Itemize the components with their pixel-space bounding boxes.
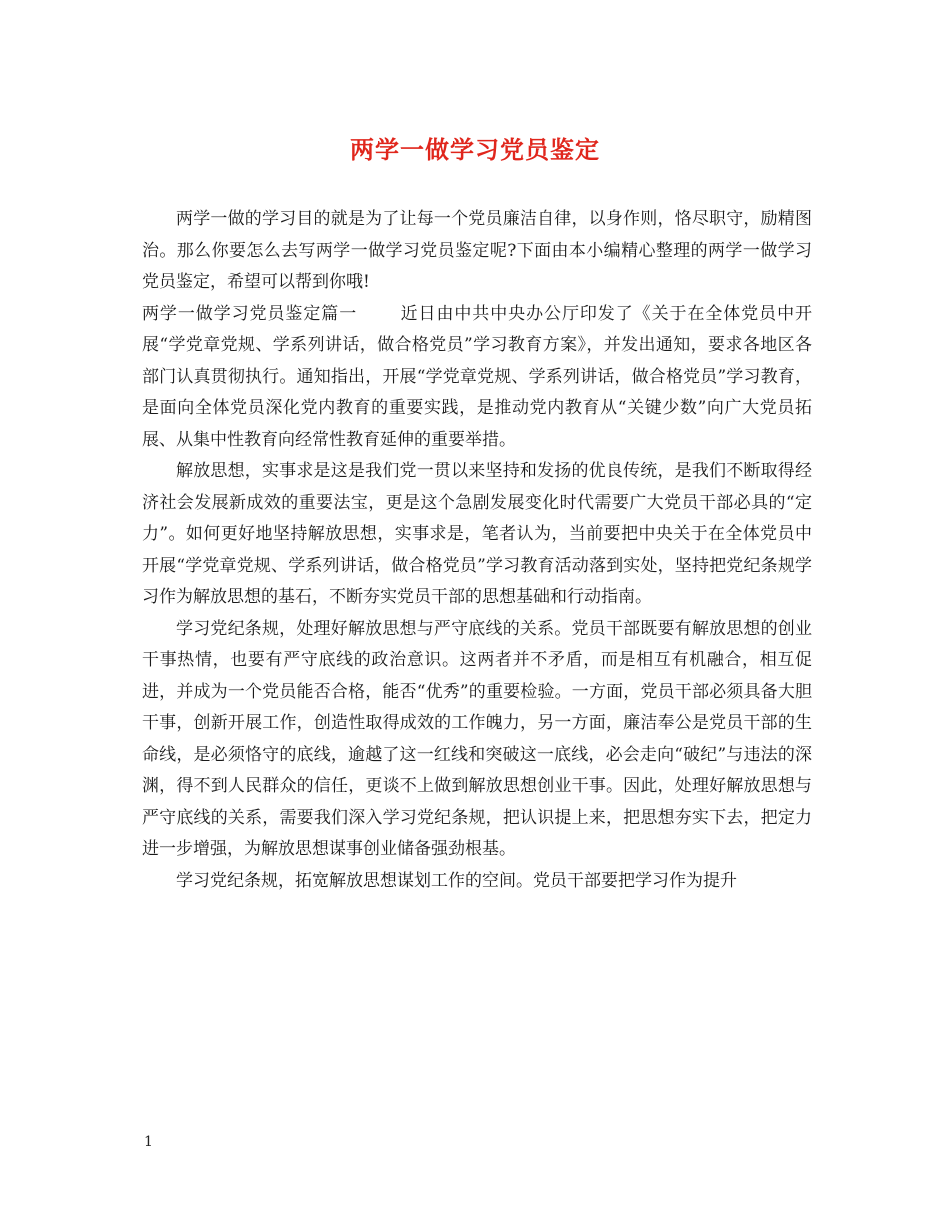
page-number: 1 (144, 1134, 153, 1150)
section-heading: 两学一做学习党员鉴定篇一 (142, 303, 358, 324)
document-body (142, 204, 812, 897)
body-paragraph-2: 解放思想，实事求是这是我们党一贯以来坚持和发扬的优良传统，是我们不断取得经济社会发展新成效的重要法宝，更是这个急剧发展变化时代需要广大党员干部必具的“定力”。如何更好地坚持解放思想，实事求是，笔者认为，当前要把中央关于在全体党员中开展“学党章党规、学系列讲话，做合格党员”学习教育活动落到实处，坚持把党纪条规学习作为解放思想的基石，不断夯实党员干部的思想基础和行动指南。 (142, 461, 812, 607)
section-one-text: 近日由中共中央办公厅印发了《关于在全体党员中开展“学党章党规、学系列讲话，做合格党员”学习教育方案》，并发出通知，要求各地区各部门认真贯彻执行。通知指出，开展“学党章党规、学系列讲话，做合格党员”学习教育，是面向全体党员深化党内教育的重要实践，是推动党内教育从“关键少数”向广大党员拓展、从集中性教育向经常性教育延伸的重要举措。 (142, 303, 813, 450)
document-title: 两学一做学习党员鉴定 (350, 135, 600, 164)
body-paragraph-3: 学习党纪条规，处理好解放思想与严守底线的关系。党员干部既要有解放思想的创业干事热情，也要有严守底线的政治意识。这两者并不矛盾，而是相互有机融合，相互促进，并成为一个党员能否合格，能否“优秀”的重要检验。一方面，党员干部必须具备大胆干事，创新开展工作，创造性取得成效的工作魄力，另一方面，廉洁奉公是党员干部的生命线，是必须恪守的底线，逾越了这一红线和突破这一底线，必会走向“破纪”与违法的深渊，得不到人民群众的信任，更谈不上做到解放思想创业干事。因此，处理好解放思想与严守底线的关系，需要我们深入学习党纪条规，把认识提上来，把思想夯实下去，把定力进一步增强，为解放思想谋事创业储备强劲根基。 (142, 618, 812, 859)
body-paragraph-4: 学习党纪条规，拓宽解放思想谋划工作的空间。党员干部要把学习作为提升 (176, 870, 737, 891)
intro-paragraph: 两学一做的学习目的就是为了让每一个党员廉洁自律，以身作则，恪尽职守，励精图治。那么你要怎么去写两学一做学习党员鉴定呢?下面由本小编精心整理的两学一做学习党员鉴定，希望可以帮到你哦! (142, 209, 812, 292)
section-one-paragraph (142, 299, 812, 457)
